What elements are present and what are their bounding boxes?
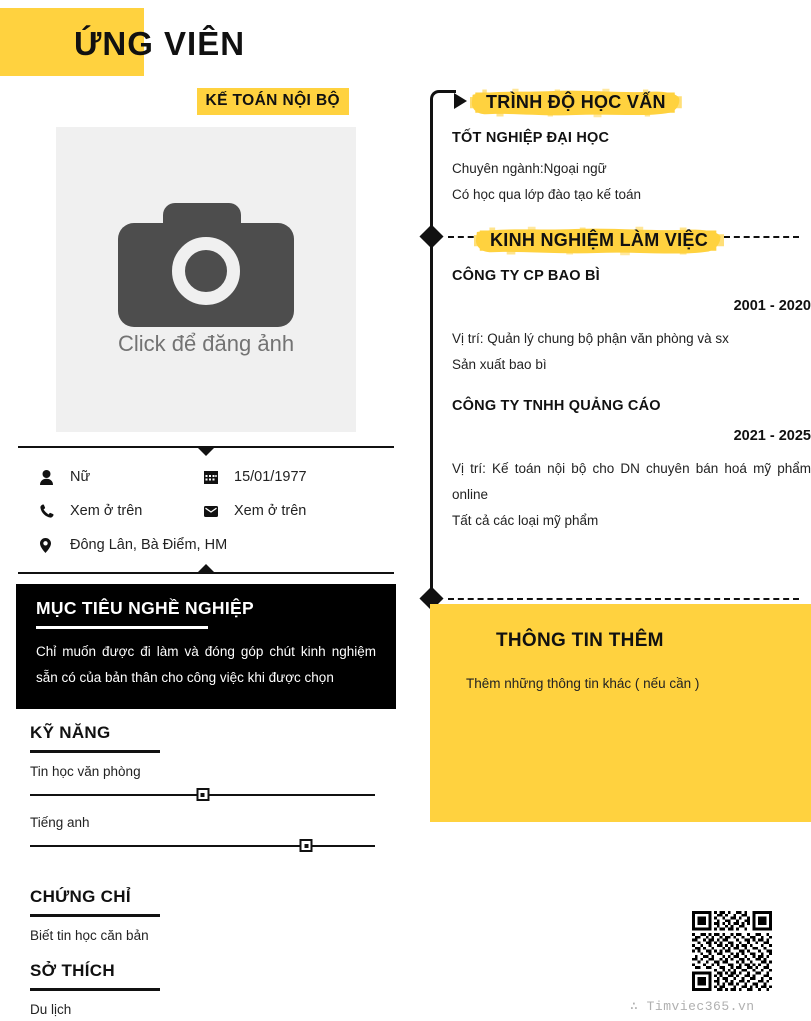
contact-value: Xem ở trên — [234, 503, 307, 519]
skills-section — [30, 723, 375, 855]
contact-item-phone — [18, 494, 182, 528]
brand-watermark: ∴ Timviec365.vn — [630, 999, 755, 1014]
extra-info-section — [430, 604, 811, 822]
job-line[interactable]: Vị trí: Kế toán nội bộ cho DN chuyên bán hoá mỹ phẩm online — [452, 461, 811, 502]
job-line[interactable]: Tất cả các loại mỹ phẩm — [452, 513, 599, 528]
photo-upload-box[interactable] — [56, 127, 356, 432]
objective-title: MỤC TIÊU NGHỀ NGHIỆP — [36, 598, 254, 618]
job-company[interactable]: CÔNG TY TNHH QUẢNG CÁO — [452, 398, 661, 414]
education-line[interactable]: Có học qua lớp đào tạo kế toán — [452, 187, 641, 202]
calendar-icon — [204, 470, 224, 484]
education-title: TRÌNH ĐỘ HỌC VẤN — [486, 92, 666, 112]
hobby-item[interactable]: Du lịch — [30, 1002, 72, 1017]
position-badge-row — [0, 88, 412, 115]
timeline-divider — [448, 598, 799, 600]
skill-slider[interactable] — [30, 786, 375, 804]
contact-item-gender — [18, 460, 182, 494]
job-date[interactable]: 2021 - 2025 — [733, 428, 811, 444]
experience-job — [452, 398, 811, 534]
experience-title: KINH NGHIỆM LÀM VIỆC — [490, 230, 709, 250]
hobbies-section — [30, 961, 375, 1017]
skill-row — [30, 815, 375, 855]
certificate-item[interactable]: Biết tin học căn bản — [30, 928, 149, 943]
skill-slider-track — [30, 845, 375, 847]
job-line[interactable]: Vị trí: Quản lý chung bộ phận văn phòng và sx — [452, 331, 729, 346]
extra-info-text[interactable]: Thêm những thông tin khác ( nếu cần ) — [466, 676, 700, 691]
page-title: ỨNG VIÊN — [74, 25, 246, 62]
contact-item-birthday — [182, 460, 394, 494]
contact-section — [18, 446, 394, 574]
education-line[interactable]: Chuyên ngành:Ngoại ngữ — [452, 161, 607, 176]
triangle-up-icon — [197, 564, 215, 573]
skill-label[interactable]: Tin học văn phòng — [30, 764, 141, 779]
camera-icon — [118, 203, 294, 327]
envelope-icon — [204, 506, 224, 517]
contact-value: 15/01/1977 — [234, 469, 307, 485]
education-title-highlight — [470, 88, 682, 118]
contact-item-email — [182, 494, 394, 528]
extra-info-title: THÔNG TIN THÊM — [496, 630, 664, 651]
person-icon — [40, 470, 60, 485]
qr-code — [692, 911, 772, 991]
position-badge[interactable]: KẾ TOÁN NỘI BỘ — [197, 88, 350, 115]
experience-job — [452, 268, 811, 378]
left-column — [0, 88, 412, 1017]
contact-value: Xem ở trên — [70, 503, 143, 519]
job-line[interactable]: Sản xuất bao bì — [452, 357, 547, 372]
hobbies-underline — [30, 988, 160, 991]
skill-row — [30, 764, 375, 804]
experience-section — [416, 226, 811, 534]
certificates-underline — [30, 914, 160, 917]
contact-top-rule — [18, 446, 394, 448]
skill-slider-handle[interactable] — [300, 839, 313, 852]
skill-slider[interactable] — [30, 837, 375, 855]
contact-bottom-rule — [18, 572, 394, 574]
photo-upload-label: Click để đăng ảnh — [117, 330, 295, 356]
objective-text[interactable]: Chỉ muốn được đi làm và đóng góp chút kinh nghiệm sẵn có của bản thân cho công việc khi được chọn — [36, 644, 376, 685]
contact-value: Đông Lân, Bà Điểm, HM — [70, 537, 228, 553]
skills-title: KỸ NĂNG — [30, 723, 111, 742]
certificates-section — [30, 887, 375, 943]
job-company[interactable]: CÔNG TY CP BAO BÌ — [452, 268, 600, 284]
career-objective-section — [16, 584, 396, 709]
right-column — [416, 86, 811, 691]
job-date[interactable]: 2001 - 2020 — [733, 298, 811, 314]
experience-title-highlight — [474, 226, 724, 256]
objective-underline — [36, 626, 208, 629]
skill-label[interactable]: Tiếng anh — [30, 815, 90, 830]
certificates-title: CHỨNG CHỈ — [30, 887, 131, 906]
contact-item-address — [18, 528, 394, 562]
phone-icon — [40, 504, 60, 518]
location-pin-icon — [40, 538, 60, 553]
skills-underline — [30, 750, 160, 753]
hobbies-title: SỞ THÍCH — [30, 961, 115, 980]
contact-value: Nữ — [70, 469, 91, 485]
education-section — [416, 86, 811, 208]
skill-slider-handle[interactable] — [196, 788, 209, 801]
education-degree[interactable]: TỐT NGHIỆP ĐẠI HỌC — [452, 130, 610, 146]
triangle-down-icon — [197, 447, 215, 456]
